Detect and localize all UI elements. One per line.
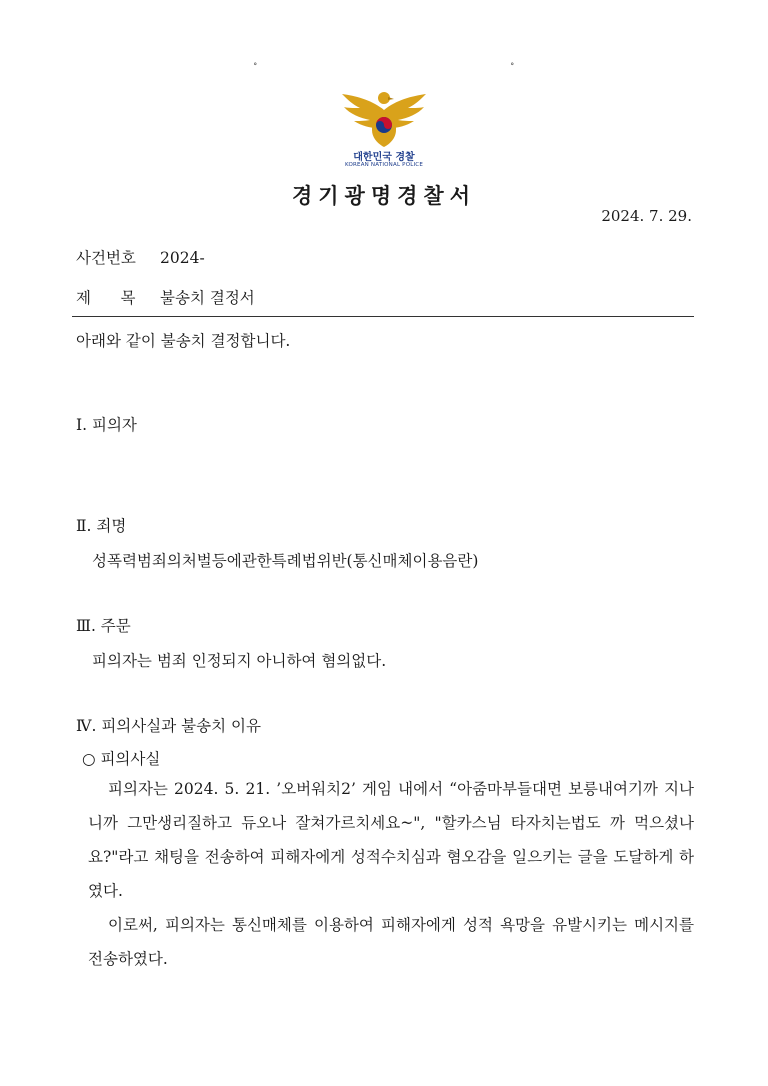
logo-text: 대한민국 경찰 <box>353 152 415 163</box>
case-number-label: 사건번호 <box>76 249 136 267</box>
section-4-paragraph-2: 이로써, 피의자는 통신매체를 이용하여 피해자에게 성적 욕망을 유발시키는 메시지를 전송하였다. <box>88 916 694 968</box>
eagle-emblem-icon <box>338 88 430 150</box>
case-number-value: 2024- <box>160 249 205 267</box>
case-number-row <box>76 246 205 268</box>
intro-text: 아래와 같이 불송치 결정합니다. <box>76 332 291 350</box>
subject-row <box>76 286 255 308</box>
header-right-mark: ˚ <box>510 64 515 74</box>
page-title: 경기광명경찰서 <box>291 183 476 208</box>
header-left-mark: ˚ <box>253 64 258 74</box>
section-3-heading: Ⅲ. 주문 <box>76 617 131 635</box>
section-1-heading: Ⅰ. 피의자 <box>76 416 137 434</box>
header-divider <box>72 316 694 317</box>
section-2-body: 성폭력범죄의처벌등에관한특례법위반(통신매체이용음란) <box>92 552 479 570</box>
section-2-heading: Ⅱ. 죄명 <box>76 517 127 535</box>
section-4-paragraph-1: 피의자는 2024. 5. 21. ’오버워치2’ 게임 내에서 “아줌마부들대면 보릉내여기까 지나니까 그만생리질하고 듀오나 잘쳐가르치세요~", "할카스님 타자치는법도 까 먹으셨나요?"라고 채팅을 전송하여 피해자에게 성적수치심과 혐오감을 일으키는 글을 도달하게 하였다. <box>88 780 694 900</box>
subject-value: 불송치 결정서 <box>160 289 255 307</box>
subject-label: 제 목 <box>76 289 136 307</box>
section-4-heading: Ⅳ. 피의사실과 불송치 이유 <box>76 717 261 735</box>
section-4-subheading: ○ 피의사실 <box>82 750 161 768</box>
section-3-body: 피의자는 범죄 인정되지 아니하여 혐의없다. <box>92 652 387 670</box>
logo-subtext: KOREAN NATIONAL POLICE <box>344 162 424 168</box>
document-date: 2024. 7. 29. <box>601 207 692 225</box>
